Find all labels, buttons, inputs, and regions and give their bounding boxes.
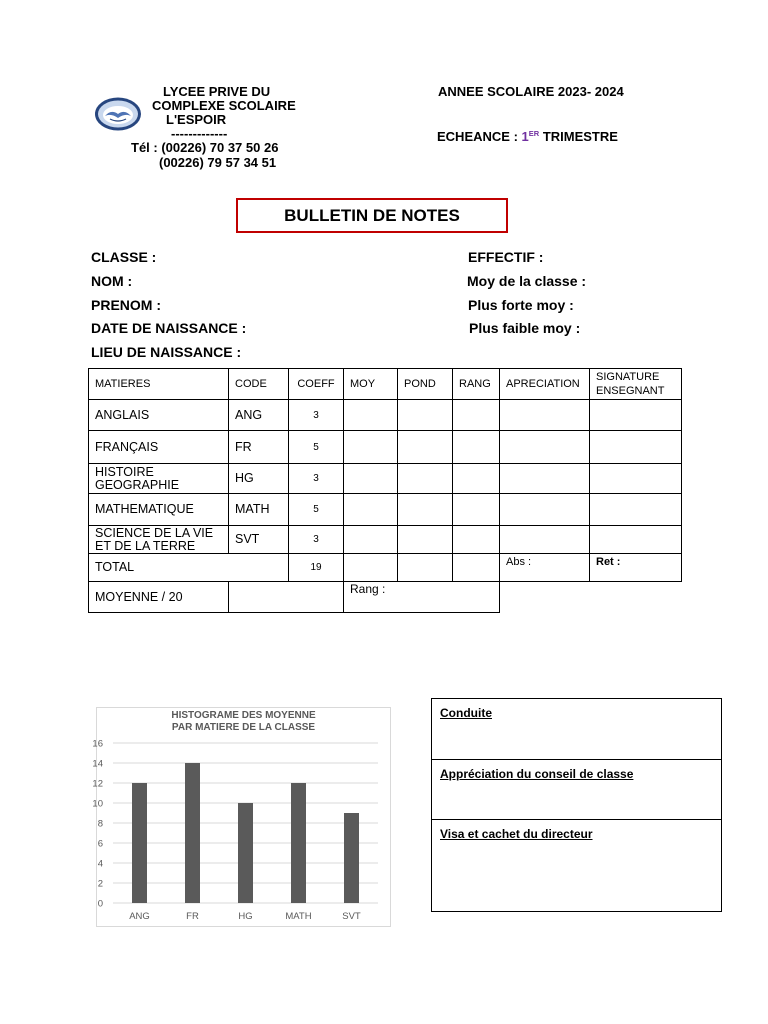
grades-table bbox=[88, 368, 682, 613]
total-coeff: 19 bbox=[289, 554, 344, 582]
table-row bbox=[89, 400, 682, 431]
moy-cell bbox=[344, 431, 398, 464]
rang-cell bbox=[453, 400, 500, 431]
stat-lowest-average: Plus faible moy : bbox=[469, 320, 581, 336]
subject-coeff: 5 bbox=[289, 431, 344, 464]
subject-name: SCIENCE DE LA VIE ET DE LA TERRE bbox=[89, 526, 229, 554]
x-tick-label-ang: ANG bbox=[129, 911, 150, 922]
rank-label: Rang : bbox=[344, 582, 500, 613]
subject-code: HG bbox=[229, 464, 289, 494]
table-row bbox=[89, 526, 682, 554]
moy-cell bbox=[344, 400, 398, 431]
page-title: BULLETIN DE NOTES bbox=[284, 205, 460, 225]
school-name-line-2: COMPLEXE SCOLAIRE bbox=[152, 98, 296, 113]
signature-cell bbox=[590, 400, 682, 431]
y-tick-label: 8 bbox=[97, 818, 103, 830]
col-header-appreciation: APRECIATION bbox=[500, 369, 590, 400]
rang-cell bbox=[453, 494, 500, 526]
rang-cell bbox=[453, 431, 500, 464]
conduct-section bbox=[432, 699, 721, 759]
bar-math bbox=[291, 783, 306, 903]
subject-coeff: 3 bbox=[289, 526, 344, 554]
signature-cell bbox=[590, 464, 682, 494]
x-tick-label-svt: SVT bbox=[342, 911, 361, 922]
col-header-moy: MOY bbox=[344, 369, 398, 400]
school-year: ANNEE SCOLAIRE 2023- 2024 bbox=[438, 84, 624, 99]
y-tick-label: 14 bbox=[92, 758, 103, 770]
field-birth-date: DATE DE NAISSANCE : bbox=[91, 320, 247, 336]
rang-cell bbox=[453, 526, 500, 554]
stat-class-average: Moy de la classe : bbox=[467, 273, 587, 289]
stat-highest-average: Plus forte moy : bbox=[468, 297, 574, 313]
total-row bbox=[89, 554, 682, 582]
bar-hg bbox=[238, 803, 253, 903]
moy-cell bbox=[344, 494, 398, 526]
table-row bbox=[89, 464, 682, 494]
subject-code: FR bbox=[229, 431, 289, 464]
table-row bbox=[89, 431, 682, 464]
pond-cell bbox=[398, 464, 453, 494]
moy-cell bbox=[344, 526, 398, 554]
col-header-subject: MATIERES bbox=[89, 369, 229, 400]
title-box bbox=[236, 198, 508, 233]
subject-coeff: 3 bbox=[289, 464, 344, 494]
school-crest-icon bbox=[94, 96, 142, 132]
subject-name: MATHEMATIQUE bbox=[89, 494, 229, 526]
col-header-pond: POND bbox=[398, 369, 453, 400]
school-phone-2: (00226) 79 57 34 51 bbox=[159, 155, 277, 170]
subject-code: MATH bbox=[229, 494, 289, 526]
bar-svt bbox=[344, 813, 359, 903]
table-row bbox=[89, 494, 682, 526]
y-tick-label: 16 bbox=[92, 738, 103, 750]
col-header-signature: SIGNATURE ENSEGNANT bbox=[590, 369, 682, 400]
term-superscript: ER bbox=[528, 129, 540, 138]
total-rang-cell bbox=[453, 554, 500, 582]
conduct-label: Conduite bbox=[440, 706, 492, 720]
subject-code: ANG bbox=[229, 400, 289, 431]
signature-cell bbox=[590, 431, 682, 464]
subject-coeff: 5 bbox=[289, 494, 344, 526]
field-class: CLASSE : bbox=[91, 249, 157, 265]
total-label: TOTAL bbox=[89, 554, 289, 582]
x-tick-label-math: MATH bbox=[285, 911, 312, 922]
total-moy-cell bbox=[344, 554, 398, 582]
absences-label: Abs : bbox=[500, 554, 590, 582]
pond-cell bbox=[398, 526, 453, 554]
bar-fr bbox=[185, 763, 200, 903]
term-word: TRIMESTRE bbox=[542, 129, 618, 144]
stat-headcount: EFFECTIF : bbox=[468, 249, 544, 265]
table-header-row bbox=[89, 369, 682, 400]
school-name-line-3: L'ESPOIR bbox=[166, 112, 227, 127]
y-tick-label: 2 bbox=[97, 878, 103, 890]
field-birth-place: LIEU DE NAISSANCE : bbox=[91, 344, 242, 360]
term-number: 1 bbox=[521, 129, 529, 144]
school-phone-1: Tél : (00226) 70 37 50 26 bbox=[131, 140, 279, 155]
field-last-name: NOM : bbox=[91, 273, 133, 289]
total-pond-cell bbox=[398, 554, 453, 582]
appreciation-cell bbox=[500, 400, 590, 431]
term-label: ECHEANCE : bbox=[437, 129, 518, 144]
subject-name: HISTOIRE GEOGRAPHIE bbox=[89, 464, 229, 494]
average-value-cell bbox=[229, 582, 344, 613]
average-row bbox=[89, 582, 682, 613]
bar-ang bbox=[132, 783, 147, 903]
field-first-name: PRENOM : bbox=[91, 297, 161, 313]
director-stamp-label: Visa et cachet du directeur bbox=[440, 827, 593, 841]
council-appreciation-section bbox=[432, 759, 721, 819]
subject-average-chart bbox=[86, 700, 396, 932]
signature-cell bbox=[590, 526, 682, 554]
subject-name: ANGLAIS bbox=[89, 400, 229, 431]
subject-code: SVT bbox=[229, 526, 289, 554]
appreciation-cell bbox=[500, 464, 590, 494]
council-appreciation-label: Appréciation du conseil de classe bbox=[440, 767, 634, 781]
pond-cell bbox=[398, 431, 453, 464]
pond-cell bbox=[398, 494, 453, 526]
rang-cell bbox=[453, 464, 500, 494]
col-header-coeff: COEFF bbox=[289, 369, 344, 400]
appreciation-cell bbox=[500, 526, 590, 554]
y-tick-label: 12 bbox=[92, 778, 103, 790]
director-stamp-section bbox=[432, 819, 721, 911]
signature-cell bbox=[590, 494, 682, 526]
term-line bbox=[437, 127, 618, 144]
appreciation-cell bbox=[500, 431, 590, 464]
subject-coeff: 3 bbox=[289, 400, 344, 431]
col-header-code: CODE bbox=[229, 369, 289, 400]
x-tick-label-fr: FR bbox=[186, 911, 199, 922]
chart-title: HISTOGRAME DES MOYENNE PAR MATIERE DE LA CLASSE bbox=[171, 710, 316, 733]
subject-name: FRANÇAIS bbox=[89, 431, 229, 464]
y-tick-label: 4 bbox=[97, 858, 103, 870]
y-tick-label: 10 bbox=[92, 798, 103, 810]
x-tick-label-hg: HG bbox=[238, 911, 253, 922]
pond-cell bbox=[398, 400, 453, 431]
moy-cell bbox=[344, 464, 398, 494]
appreciation-cell bbox=[500, 494, 590, 526]
y-tick-label: 6 bbox=[97, 838, 103, 850]
late-label: Ret : bbox=[590, 554, 682, 582]
average-label: MOYENNE / 20 bbox=[89, 582, 229, 613]
school-name-line-1: LYCEE PRIVE DU bbox=[163, 84, 271, 99]
remarks-box bbox=[431, 698, 722, 912]
school-separator: ------------- bbox=[171, 126, 228, 141]
y-tick-label: 0 bbox=[97, 898, 103, 910]
col-header-rang: RANG bbox=[453, 369, 500, 400]
